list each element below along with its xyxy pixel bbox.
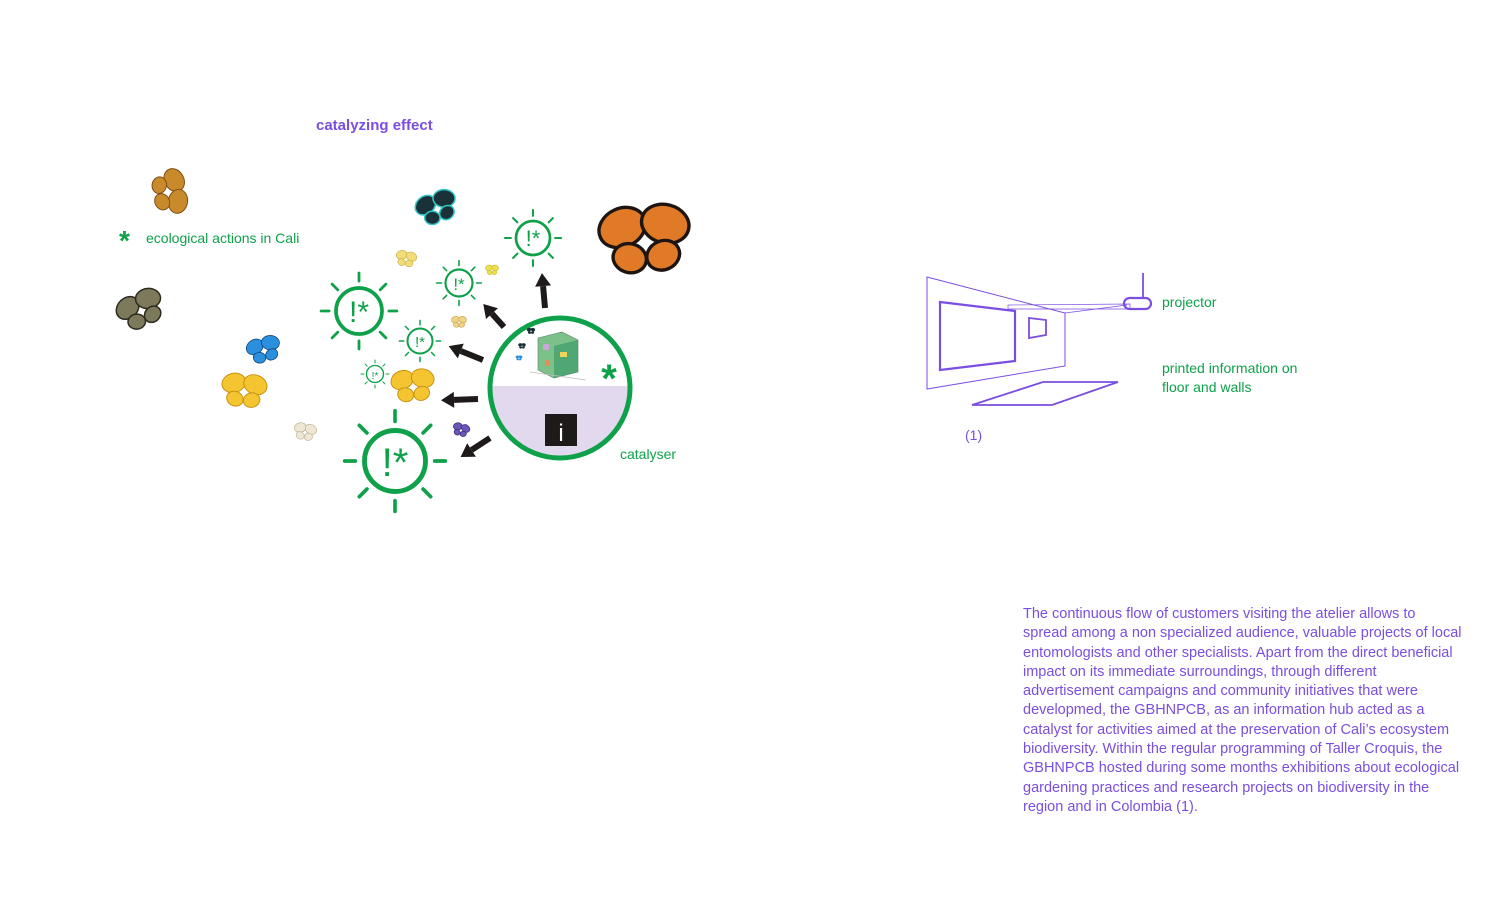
projector-icon: [1124, 273, 1151, 309]
arrow-icon: [477, 299, 510, 333]
wall-screen-large: [940, 302, 1015, 370]
diagram-title: catalyzing effect: [316, 117, 433, 134]
butterfly-icon: [409, 183, 465, 232]
hub-star-icon: *: [601, 357, 617, 401]
projection-room-outline: [927, 277, 1065, 389]
butterfly-icon: [451, 315, 468, 328]
butterfly-icon: [242, 330, 286, 368]
butterfly-icon: [485, 264, 500, 275]
burst-glyph: !*: [348, 296, 370, 329]
body-paragraph: The continuous flow of customers visiting the atelier allows to spread among a non specialized audience, valuable projects of local entomologists and other specialists. Apart from the direct beneficial impact on its immediate surroundings, through different advertisement campaigns and community initiatives that were developmed, the GBHNPCB, as an information hub acted as a catalyst for activities aimed at the preservation of Cali’s ecosystem biodiversity. Within the regular programming of Taller Croquis, the GBHNPCB hosted during some months exhibitions about ecological gardening practices and research projects on biodiversity in the region and in Colombia (1).: [1023, 606, 1462, 815]
butterfly-icon: [147, 163, 194, 220]
projection-beam-top: [1008, 304, 1130, 309]
butterfly-icon: [387, 364, 439, 405]
arrow-icon: [446, 339, 486, 368]
projector-label: projector: [1162, 294, 1217, 310]
butterfly-icon: [450, 420, 472, 439]
printed-info-label-line1: printed information on: [1162, 360, 1298, 376]
info-glyph: i: [558, 420, 564, 447]
arrow-icon: [534, 272, 553, 308]
butterfly-icon: [291, 420, 319, 443]
burst-glyph: !*: [414, 334, 426, 351]
printed-info-label-line2: floor and walls: [1162, 379, 1252, 395]
burst-glyph: !*: [453, 275, 465, 294]
wall-screen-small: [1029, 318, 1046, 338]
butterfly-icon: [393, 248, 419, 269]
burst-glyph: !*: [371, 371, 379, 382]
butterfly-icon: [108, 280, 173, 339]
reference-label: (1): [965, 427, 983, 443]
butterfly-icon: [217, 369, 271, 412]
legend-label: ecological actions in Cali: [146, 230, 300, 246]
catalyser-hub: [488, 318, 633, 466]
projector-diagram: [927, 273, 1151, 405]
floor-print: [972, 382, 1118, 405]
legend-star-icon: *: [119, 225, 130, 256]
burst-glyph: !*: [525, 226, 541, 251]
catalyser-label: catalyser: [620, 446, 677, 462]
burst-glyph: !*: [381, 441, 409, 485]
arrow-icon: [441, 391, 479, 408]
butterfly-icon: [591, 195, 699, 280]
